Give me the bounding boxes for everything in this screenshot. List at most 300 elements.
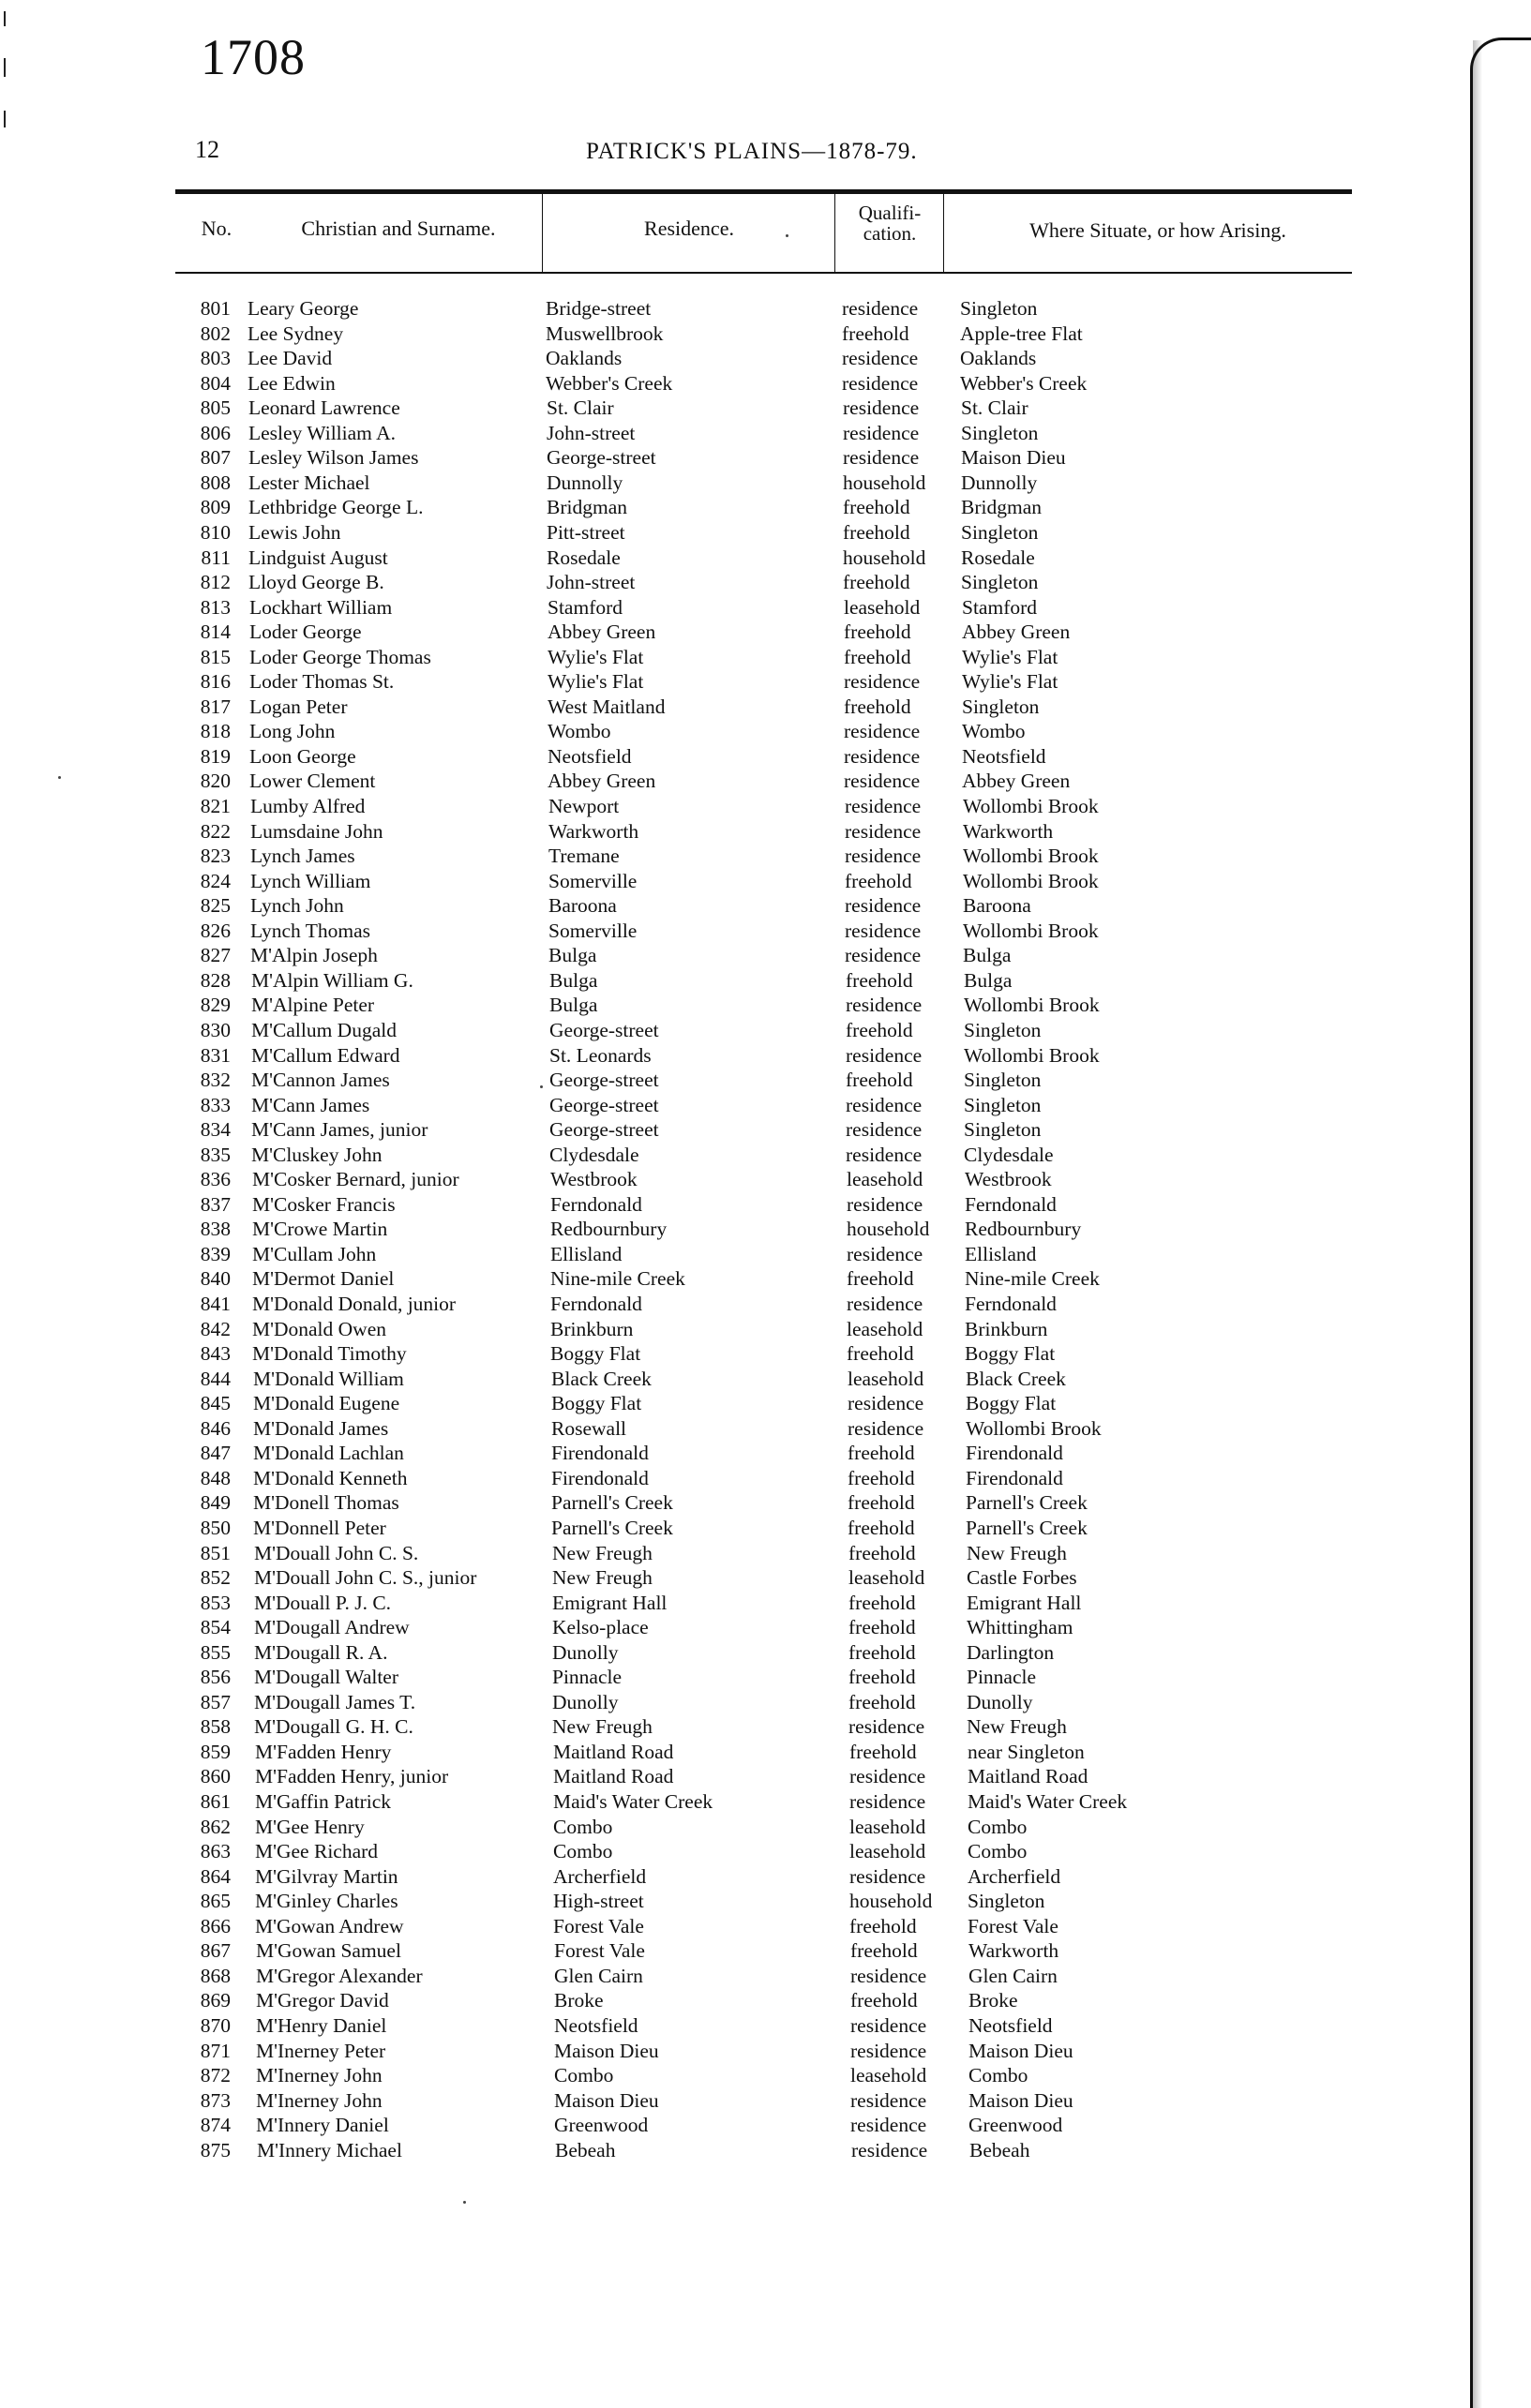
table-row: [0, 1740, 1531, 1764]
table-row: [0, 396, 1531, 420]
row-name: Lesley Wilson James: [248, 446, 419, 469]
row-qualification: freehold: [844, 695, 911, 718]
row-name: M'Gowan Samuel: [256, 1939, 401, 1962]
table-row: [0, 445, 1531, 470]
row-qualification: freehold: [850, 1939, 918, 1962]
row-name: M'Gregor Alexander: [256, 1965, 423, 1987]
header-qualification: [838, 202, 941, 244]
row-qualification: household: [849, 1890, 933, 1912]
row-where: Singleton: [964, 1118, 1042, 1141]
row-name: M'Cann James, junior: [251, 1118, 428, 1141]
row-where: Ellisland: [965, 1243, 1037, 1265]
row-qualification: freehold: [848, 1691, 916, 1713]
row-number: 875: [200, 2139, 231, 2161]
row-qualification: residence: [846, 994, 923, 1016]
row-number: 828: [200, 969, 231, 992]
row-number: 822: [200, 820, 231, 843]
row-name: M'Gilvray Martin: [255, 1865, 398, 1888]
row-residence: Maitland Road: [553, 1765, 674, 1787]
row-residence: George-street: [549, 1118, 659, 1141]
row-where: Redbournbury: [965, 1218, 1082, 1240]
row-where: Boggy Flat: [965, 1342, 1056, 1365]
row-name: M'Gee Richard: [255, 1840, 379, 1862]
row-where: Whittingham: [967, 1616, 1073, 1638]
row-number: 805: [200, 396, 231, 419]
row-number: 817: [200, 695, 231, 718]
row-qualification: residence: [848, 1417, 924, 1440]
table-row: [0, 371, 1531, 396]
column-separator: [542, 194, 543, 272]
row-number: 851: [200, 1542, 231, 1564]
table-row: [0, 1416, 1531, 1441]
row-qualification: residence: [845, 845, 922, 867]
header-rule-bottom: [175, 272, 1352, 274]
row-number: 874: [200, 2114, 231, 2136]
row-qualification: residence: [850, 1965, 927, 1987]
row-residence: George-street: [549, 1019, 659, 1041]
row-name: M'Callum Dugald: [251, 1019, 397, 1041]
row-residence: Redbournbury: [550, 1218, 668, 1240]
table-row: [0, 1466, 1531, 1490]
row-where: Singleton: [968, 1890, 1045, 1912]
column-separator: [943, 194, 944, 272]
row-where: Wollombi Brook: [966, 1417, 1102, 1440]
row-residence: George-street: [549, 1094, 659, 1116]
row-qualification: freehold: [848, 1542, 916, 1564]
header-rule-top: [175, 189, 1352, 194]
row-name: Lee David: [248, 347, 333, 369]
header-qualification-line2: cation.: [863, 222, 917, 246]
row-residence: Baroona: [548, 894, 617, 917]
row-qualification: residence: [850, 2014, 927, 2037]
row-residence: Bulga: [549, 969, 598, 992]
row-residence: Rosewall: [551, 1417, 627, 1440]
row-residence: Maison Dieu: [554, 2040, 659, 2062]
row-where: Warkworth: [968, 1939, 1059, 1962]
table-row: [0, 2138, 1531, 2162]
row-qualification: residence: [845, 944, 922, 966]
row-residence: Dunnolly: [547, 471, 623, 494]
row-qualification: freehold: [848, 1592, 916, 1614]
table-row: [0, 669, 1531, 694]
table-row: [0, 1640, 1531, 1665]
row-qualification: freehold: [842, 322, 909, 345]
table-row: [0, 1167, 1531, 1191]
row-qualification: freehold: [843, 521, 910, 544]
row-qualification: freehold: [846, 1019, 913, 1041]
row-number: 854: [200, 1616, 231, 1638]
row-where: Wombo: [962, 720, 1026, 742]
row-name: M'Donald Owen: [252, 1318, 387, 1340]
row-qualification: residence: [842, 297, 919, 320]
row-where: Rosedale: [961, 546, 1035, 569]
row-qualification: household: [847, 1218, 930, 1240]
row-residence: Maitland Road: [553, 1741, 674, 1763]
row-where: Abbey Green: [962, 770, 1071, 792]
table-row: [0, 570, 1531, 594]
row-residence: George-street: [547, 446, 656, 469]
row-residence: Ellisland: [550, 1243, 623, 1265]
page-number: 12: [195, 136, 219, 163]
row-residence: Maid's Water Creek: [553, 1790, 713, 1813]
table-row: [0, 421, 1531, 445]
table-row: [0, 1292, 1531, 1316]
table-row: [0, 769, 1531, 793]
row-number: 818: [200, 720, 231, 742]
row-name: Lynch James: [250, 845, 355, 867]
table-row: [0, 1391, 1531, 1415]
row-number: 841: [200, 1293, 231, 1315]
row-where: Neotsfield: [968, 2014, 1053, 2037]
scan-speck: [58, 776, 61, 779]
row-name: Lindguist August: [248, 546, 388, 569]
table-row: [0, 1864, 1531, 1889]
row-name: M'Cluskey John: [251, 1144, 383, 1166]
row-number: 868: [200, 1965, 231, 1987]
row-number: 867: [200, 1939, 231, 1962]
row-number: 802: [200, 322, 231, 345]
row-where: Bebeah: [969, 2139, 1030, 2161]
row-number: 834: [200, 1118, 231, 1141]
row-name: Lewis John: [248, 521, 341, 544]
row-qualification: residence: [850, 2114, 927, 2136]
row-qualification: leasehold: [847, 1168, 923, 1190]
row-qualification: residence: [846, 1144, 923, 1166]
row-qualification: leasehold: [848, 1368, 924, 1390]
row-number: 864: [200, 1865, 231, 1888]
row-qualification: freehold: [848, 1641, 916, 1664]
table-row: [0, 1789, 1531, 1814]
row-where: Maison Dieu: [968, 2040, 1073, 2062]
row-name: M'Henry Daniel: [256, 2014, 387, 2037]
row-number: 852: [200, 1566, 231, 1589]
row-where: Broke: [968, 1989, 1018, 2012]
row-qualification: leasehold: [848, 1566, 925, 1589]
row-number: 835: [200, 1144, 231, 1166]
row-name: Leary George: [248, 297, 359, 320]
row-name: M'Donald Kenneth: [253, 1467, 408, 1489]
table-row: [0, 1441, 1531, 1465]
row-residence: Ferndonald: [550, 1293, 642, 1315]
row-name: Lynch William: [250, 870, 371, 892]
row-number: 829: [200, 994, 231, 1016]
row-where: Singleton: [962, 695, 1040, 718]
row-where: Clydesdale: [964, 1144, 1054, 1166]
table-row: [0, 1117, 1531, 1142]
row-residence: Webber's Creek: [546, 372, 673, 395]
row-where: Maison Dieu: [968, 2089, 1073, 2112]
table-row: [0, 695, 1531, 719]
scan-speck: [540, 1085, 543, 1088]
row-name: M'Donald Timothy: [252, 1342, 407, 1365]
table-row: [0, 943, 1531, 967]
row-where: Webber's Creek: [960, 372, 1088, 395]
row-number: 862: [200, 1816, 231, 1838]
row-number: 840: [200, 1267, 231, 1290]
column-separator: [834, 194, 835, 272]
row-qualification: residence: [849, 1865, 926, 1888]
row-name: Loon George: [249, 745, 356, 768]
row-number: 856: [200, 1666, 231, 1688]
row-where: Darlington: [967, 1641, 1055, 1664]
row-qualification: household: [843, 546, 926, 569]
row-qualification: residence: [843, 446, 920, 469]
row-residence: John-street: [547, 422, 636, 444]
row-number: 827: [200, 944, 231, 966]
row-where: St. Clair: [961, 396, 1028, 419]
row-number: 814: [200, 621, 231, 643]
row-where: Singleton: [960, 297, 1038, 320]
row-qualification: freehold: [846, 969, 913, 992]
row-qualification: freehold: [850, 1989, 918, 2012]
row-residence: Black Creek: [551, 1368, 652, 1390]
row-residence: Abbey Green: [548, 770, 656, 792]
row-qualification: freehold: [848, 1666, 916, 1688]
row-name: M'Fadden Henry, junior: [255, 1765, 449, 1787]
row-number: 871: [200, 2040, 231, 2062]
row-qualification: residence: [848, 1715, 925, 1738]
row-residence: Bridge-street: [546, 297, 652, 320]
row-where: Glen Cairn: [968, 1965, 1058, 1987]
row-where: Maitland Road: [968, 1765, 1088, 1787]
table-row: [0, 1988, 1531, 2012]
row-qualification: residence: [845, 795, 922, 817]
row-where: Parnell's Creek: [966, 1517, 1088, 1539]
table-row: [0, 1043, 1531, 1068]
row-residence: Muswellbrook: [546, 322, 664, 345]
row-number: 866: [200, 1915, 231, 1937]
row-name: M'Donald Lachlan: [253, 1442, 404, 1464]
row-residence: Bulga: [548, 944, 597, 966]
row-qualification: residence: [845, 920, 922, 942]
row-where: Wylie's Flat: [962, 646, 1058, 668]
row-residence: Abbey Green: [548, 621, 656, 643]
row-where: Neotsfield: [962, 745, 1046, 768]
row-name: M'Cosker Francis: [252, 1193, 396, 1216]
row-name: Loder George: [249, 621, 362, 643]
row-residence: Archerfield: [553, 1865, 647, 1888]
row-where: Wollombi Brook: [963, 920, 1099, 942]
row-where: Bulga: [963, 944, 1012, 966]
row-name: M'Crowe Martin: [252, 1218, 388, 1240]
row-number: 810: [200, 521, 231, 544]
row-residence: Somerville: [548, 870, 638, 892]
row-qualification: residence: [847, 1193, 923, 1216]
row-where: Singleton: [961, 571, 1039, 593]
row-qualification: residence: [845, 894, 922, 917]
row-qualification: leasehold: [847, 1318, 923, 1340]
row-number: 836: [200, 1168, 231, 1190]
row-name: Leonard Lawrence: [248, 396, 400, 419]
table-row: [0, 1093, 1531, 1117]
header-no: No.: [201, 217, 233, 240]
row-number: 831: [200, 1044, 231, 1067]
row-number: 870: [200, 2014, 231, 2037]
row-name: M'Dougall James T.: [254, 1691, 416, 1713]
table-row: [0, 1565, 1531, 1590]
row-name: Lockhart William: [249, 596, 393, 619]
row-qualification: leasehold: [849, 1840, 926, 1862]
table-row: [0, 471, 1531, 495]
header-name: Christian and Surname.: [301, 217, 496, 240]
header-qualification-line1: Qualifi-: [858, 202, 922, 224]
row-where: Bridgman: [961, 496, 1042, 518]
row-name: Logan Peter: [249, 695, 348, 718]
row-qualification: leasehold: [849, 1816, 926, 1838]
table-row: [0, 1914, 1531, 1938]
row-number: 855: [200, 1641, 231, 1664]
row-number: 849: [200, 1491, 231, 1514]
row-name: Lee Edwin: [248, 372, 336, 395]
row-where: Abbey Green: [962, 621, 1071, 643]
row-name: M'Fadden Henry: [255, 1741, 392, 1763]
row-number: 865: [200, 1890, 231, 1912]
table-row: [0, 1541, 1531, 1565]
row-number: 837: [200, 1193, 231, 1216]
row-name: Lester Michael: [248, 471, 370, 494]
row-qualification: freehold: [849, 1915, 917, 1937]
row-name: M'Alpin Joseph: [250, 944, 378, 966]
row-number: 823: [200, 845, 231, 867]
table-row: [0, 1192, 1531, 1217]
row-qualification: residence: [845, 820, 922, 843]
row-name: M'Innery Michael: [257, 2139, 402, 2161]
row-qualification: leasehold: [850, 2064, 927, 2086]
row-number: 824: [200, 870, 231, 892]
row-residence: George-street: [549, 1069, 659, 1091]
row-residence: New Freugh: [552, 1566, 653, 1589]
table-row: [0, 1665, 1531, 1689]
row-where: Emigrant Hall: [967, 1592, 1082, 1614]
row-residence: Neotsfield: [548, 745, 632, 768]
row-where: Parnell's Creek: [966, 1491, 1088, 1514]
scan-edge-marks: [0, 0, 13, 169]
row-residence: Combo: [553, 1840, 613, 1862]
table-row: [0, 495, 1531, 519]
row-number: 826: [200, 920, 231, 942]
row-name: M'Cannon James: [251, 1069, 390, 1091]
row-where: Singleton: [964, 1069, 1042, 1091]
row-where: Baroona: [963, 894, 1031, 917]
row-residence: Warkworth: [548, 820, 639, 843]
row-where: Westbrook: [965, 1168, 1052, 1190]
table-row: [0, 520, 1531, 545]
row-residence: Clydesdale: [549, 1144, 639, 1166]
row-where: Singleton: [961, 521, 1039, 544]
row-number: 847: [200, 1442, 231, 1464]
table-row: [0, 893, 1531, 918]
row-residence: Kelso-place: [552, 1616, 649, 1638]
row-where: near Singleton: [968, 1741, 1085, 1763]
row-qualification: freehold: [849, 1741, 917, 1763]
row-name: M'Gee Henry: [255, 1816, 365, 1838]
row-name: Lynch Thomas: [250, 920, 370, 942]
row-residence: Boggy Flat: [550, 1342, 641, 1365]
row-qualification: residence: [844, 770, 921, 792]
row-where: Ferndonald: [965, 1293, 1057, 1315]
row-number: 819: [200, 745, 231, 768]
row-name: M'Inerney John: [256, 2064, 383, 2086]
row-name: Lesley William A.: [248, 422, 396, 444]
row-residence: Greenwood: [554, 2114, 649, 2136]
row-name: M'Dermot Daniel: [252, 1267, 395, 1290]
row-residence: West Maitland: [548, 695, 666, 718]
row-residence: Combo: [553, 1816, 613, 1838]
row-where: Dunnolly: [961, 471, 1038, 494]
row-where: Firendonald: [966, 1442, 1063, 1464]
row-number: 807: [200, 446, 231, 469]
row-where: Oaklands: [960, 347, 1037, 369]
row-number: 839: [200, 1243, 231, 1265]
row-residence: Pinnacle: [552, 1666, 623, 1688]
row-qualification: freehold: [847, 1267, 914, 1290]
table-row: [0, 620, 1531, 644]
table-row: [0, 1018, 1531, 1042]
row-qualification: freehold: [848, 1616, 916, 1638]
row-qualification: residence: [843, 396, 920, 419]
table-row: [0, 744, 1531, 769]
row-residence: Wylie's Flat: [548, 646, 644, 668]
row-qualification: residence: [844, 745, 921, 768]
row-where: Wollombi Brook: [964, 1044, 1100, 1067]
row-residence: Wylie's Flat: [548, 670, 644, 693]
row-qualification: residence: [842, 347, 919, 369]
row-qualification: household: [843, 471, 926, 494]
table-row: [0, 346, 1531, 370]
row-where: Maid's Water Creek: [968, 1790, 1128, 1813]
row-qualification: residence: [847, 1243, 923, 1265]
row-where: Nine-mile Creek: [965, 1267, 1100, 1290]
row-qualification: freehold: [848, 1442, 915, 1464]
sheet-number: 1708: [201, 29, 306, 85]
row-where: Wollombi Brook: [963, 845, 1099, 867]
row-where: Boggy Flat: [966, 1392, 1057, 1414]
row-residence: Boggy Flat: [551, 1392, 642, 1414]
table-row: [0, 1266, 1531, 1291]
row-number: 811: [201, 546, 231, 569]
row-number: 859: [200, 1741, 231, 1763]
table-row: [0, 2013, 1531, 2038]
row-where: Singleton: [964, 1094, 1042, 1116]
row-number: 873: [200, 2089, 231, 2112]
table-row: [0, 1317, 1531, 1341]
table-row: [0, 2088, 1531, 2113]
row-residence: Somerville: [548, 920, 638, 942]
running-title: PATRICK'S PLAINS—1878-79.: [586, 139, 918, 164]
table-row: [0, 2113, 1531, 2137]
row-qualification: residence: [844, 670, 921, 693]
row-residence: Oaklands: [546, 347, 623, 369]
row-name: Loder Thomas St.: [249, 670, 395, 693]
row-where: Pinnacle: [967, 1666, 1037, 1688]
row-name: M'Callum Edward: [251, 1044, 400, 1067]
table-row: [0, 1938, 1531, 1963]
row-name: M'Donnell Peter: [253, 1517, 386, 1539]
row-residence: New Freugh: [552, 1715, 653, 1738]
row-number: 845: [200, 1392, 231, 1414]
row-where: Maison Dieu: [961, 446, 1066, 469]
table-row: [0, 1242, 1531, 1266]
table-row: [0, 1690, 1531, 1714]
row-name: M'Douall P. J. C.: [254, 1592, 392, 1614]
table-row: [0, 2063, 1531, 2087]
row-qualification: freehold: [844, 646, 911, 668]
row-qualification: freehold: [846, 1069, 913, 1091]
row-number: 872: [200, 2064, 231, 2086]
row-name: M'Donald Donald, junior: [252, 1293, 457, 1315]
row-qualification: freehold: [848, 1491, 915, 1514]
table-row: [0, 819, 1531, 844]
